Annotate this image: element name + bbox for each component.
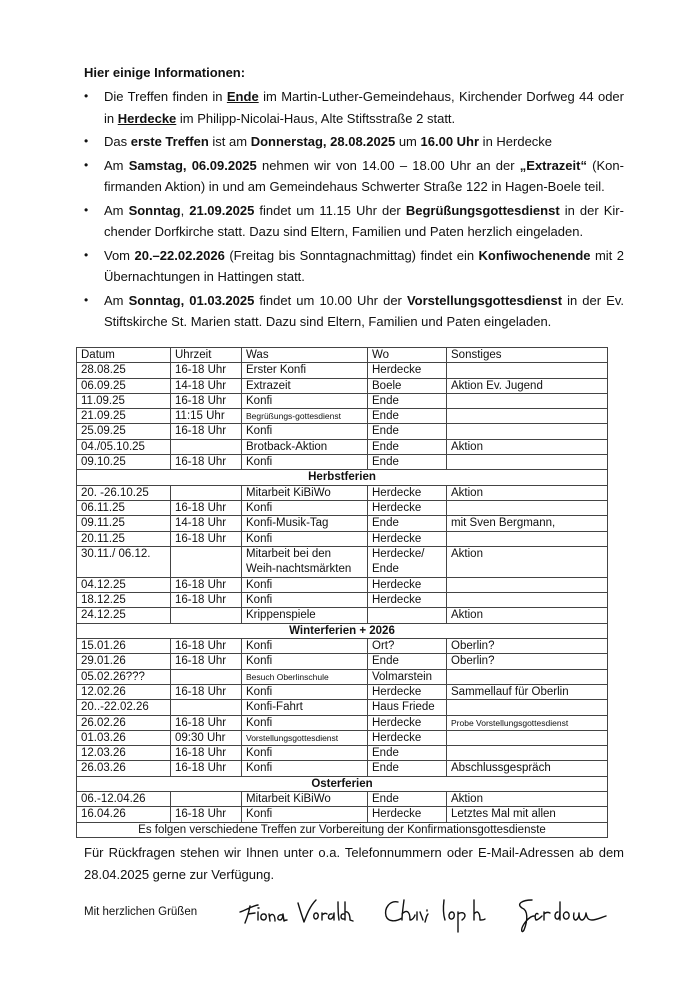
cell-sonstiges bbox=[447, 746, 608, 761]
cell-uhrzeit bbox=[171, 439, 242, 454]
cell-uhrzeit: 16-18 Uhr bbox=[171, 746, 242, 761]
cell-was: Konfi-Musik-Tag bbox=[242, 516, 368, 531]
table-row bbox=[77, 455, 608, 470]
cell-sonstiges: Aktion bbox=[447, 439, 608, 454]
table-row bbox=[77, 424, 608, 439]
table-header-row bbox=[77, 348, 608, 363]
cell-wo bbox=[368, 608, 447, 623]
cell-sonstiges: Abschlussgespräch bbox=[447, 761, 608, 776]
section-row bbox=[77, 470, 608, 485]
cell-sonstiges: Probe Vorstellungsgottesdienst bbox=[447, 715, 608, 730]
bold-emphasis: Vorstellungsgottesdienst bbox=[406, 292, 563, 308]
cell-datum: 20..-22.02.26 bbox=[77, 700, 171, 715]
section-row bbox=[77, 776, 608, 791]
cell-was: Mitarbeit KiBiWo bbox=[242, 485, 368, 500]
table-row bbox=[77, 669, 608, 684]
cell-wo: Ende bbox=[368, 761, 447, 776]
cell-datum: 06.-12.04.26 bbox=[77, 792, 171, 807]
table-row bbox=[77, 363, 608, 378]
cell-uhrzeit: 09:30 Uhr bbox=[171, 730, 242, 745]
text-run: mit 2 Übernachtungen in Hattingen statt. bbox=[104, 247, 624, 284]
signature-fiona-vorath bbox=[236, 890, 356, 935]
cell-sonstiges bbox=[447, 393, 608, 408]
bullet-icon: • bbox=[84, 157, 89, 172]
table-row bbox=[77, 639, 608, 654]
cell-sonstiges: Oberlin? bbox=[447, 639, 608, 654]
cell-datum: 29.01.26 bbox=[77, 654, 171, 669]
info-heading: Hier einige Informationen: bbox=[84, 65, 246, 80]
text-run: im Martin-Luther-Gemeindehaus, Kirchender Dorfweg 44 oder in bbox=[104, 89, 624, 126]
cell-wo: Herdecke/ Ende bbox=[368, 546, 447, 577]
bullet-text bbox=[104, 293, 624, 330]
cell-was: Konfi bbox=[242, 393, 368, 408]
bold-emphasis: Samstag, 06.09.2025 bbox=[128, 157, 257, 173]
info-bullet-item bbox=[84, 290, 624, 333]
cell-uhrzeit: 16-18 Uhr bbox=[171, 654, 242, 669]
cell-wo: Herdecke bbox=[368, 807, 447, 822]
table-row bbox=[77, 409, 608, 424]
table-row bbox=[77, 516, 608, 531]
cell-wo: Volmarstein bbox=[368, 669, 447, 684]
table-row bbox=[77, 439, 608, 454]
cell-datum: 26.03.26 bbox=[77, 761, 171, 776]
table-row bbox=[77, 807, 608, 822]
table-row bbox=[77, 608, 608, 623]
text-run: ist am bbox=[208, 134, 251, 149]
table-row bbox=[77, 715, 608, 730]
table-row bbox=[77, 684, 608, 699]
cell-datum: 09.11.25 bbox=[77, 516, 171, 531]
bold-emphasis: 16.00 Uhr bbox=[420, 134, 480, 149]
signature-christoph-gerdom bbox=[382, 890, 622, 943]
info-bullet-item bbox=[84, 155, 624, 198]
text-run: findet um 10.00 Uhr der bbox=[254, 292, 407, 308]
cell-was: Vorstellungsgottesdienst bbox=[242, 730, 368, 745]
location-emphasis: Ende bbox=[226, 89, 259, 104]
cell-datum: 06.11.25 bbox=[77, 500, 171, 515]
cell-was: Mitarbeit KiBiWo bbox=[242, 792, 368, 807]
cell-datum: 12.03.26 bbox=[77, 746, 171, 761]
location-emphasis: Herdecke bbox=[117, 110, 177, 126]
text-run: Am bbox=[104, 202, 129, 218]
cell-datum: 11.09.25 bbox=[77, 393, 171, 408]
bullet-icon: • bbox=[84, 89, 89, 103]
table-row bbox=[77, 378, 608, 393]
text-run: um bbox=[395, 134, 421, 149]
text-run: findet um 11.15 Uhr der bbox=[254, 202, 406, 218]
cell-was: Konfi bbox=[242, 807, 368, 822]
cell-wo: Ende bbox=[368, 516, 447, 531]
table-row bbox=[77, 593, 608, 608]
text-run: Vom bbox=[104, 247, 135, 263]
info-bullet-item bbox=[84, 86, 624, 129]
bold-emphasis: Konfiwochenende bbox=[478, 247, 591, 263]
table-footer-row bbox=[77, 822, 608, 837]
cell-sonstiges bbox=[447, 669, 608, 684]
cell-datum: 30.11./ 06.12. bbox=[77, 546, 171, 577]
bullet-text bbox=[104, 158, 624, 195]
table-row bbox=[77, 500, 608, 515]
cell-was: Erster Konfi bbox=[242, 363, 368, 378]
text-run: in Herdecke bbox=[479, 134, 553, 149]
cell-was: Konfi bbox=[242, 531, 368, 546]
cell-sonstiges: mit Sven Bergmann, bbox=[447, 516, 608, 531]
cell-datum: 21.09.25 bbox=[77, 409, 171, 424]
cell-datum: 04.12.25 bbox=[77, 577, 171, 592]
section-title: Osterferien bbox=[77, 776, 608, 791]
cell-uhrzeit: 16-18 Uhr bbox=[171, 684, 242, 699]
cell-datum: 16.04.26 bbox=[77, 807, 171, 822]
cell-sonstiges: Sammellauf für Oberlin bbox=[447, 684, 608, 699]
bold-emphasis: 20.–22.02.2026 bbox=[134, 247, 225, 263]
header-datum: Datum bbox=[77, 348, 171, 363]
cell-uhrzeit: 14-18 Uhr bbox=[171, 378, 242, 393]
cell-uhrzeit: 16-18 Uhr bbox=[171, 363, 242, 378]
cell-sonstiges: Oberlin? bbox=[447, 654, 608, 669]
cell-sonstiges bbox=[447, 424, 608, 439]
section-title: Herbstferien bbox=[77, 470, 608, 485]
cell-was: Konfi bbox=[242, 424, 368, 439]
cell-wo: Herdecke bbox=[368, 715, 447, 730]
cell-sonstiges bbox=[447, 363, 608, 378]
info-bullet-item bbox=[84, 200, 624, 243]
cell-wo: Ende bbox=[368, 439, 447, 454]
cell-datum: 20. -26.10.25 bbox=[77, 485, 171, 500]
cell-datum: 25.09.25 bbox=[77, 424, 171, 439]
cell-uhrzeit: 16-18 Uhr bbox=[171, 593, 242, 608]
bullet-text bbox=[104, 134, 552, 149]
bullet-icon: • bbox=[84, 134, 89, 148]
cell-datum: 05.02.26??? bbox=[77, 669, 171, 684]
bullet-icon: • bbox=[84, 292, 89, 307]
cell-sonstiges: Aktion bbox=[447, 546, 608, 577]
cell-wo: Herdecke bbox=[368, 577, 447, 592]
cell-uhrzeit bbox=[171, 700, 242, 715]
cell-datum: 04./05.10.25 bbox=[77, 439, 171, 454]
table-footer-note: Es folgen verschiedene Treffen zur Vorbereitung der Konfirmationsgottesdienste bbox=[77, 822, 608, 837]
cell-wo: Herdecke bbox=[368, 684, 447, 699]
signature-2-graphic bbox=[382, 890, 622, 938]
cell-uhrzeit: 16-18 Uhr bbox=[171, 455, 242, 470]
cell-wo: Haus Friede bbox=[368, 700, 447, 715]
table-row bbox=[77, 761, 608, 776]
cell-uhrzeit: 16-18 Uhr bbox=[171, 807, 242, 822]
bold-emphasis: Donnerstag, 28.08.2025 bbox=[250, 134, 396, 149]
cell-was: Konfi bbox=[242, 715, 368, 730]
cell-was: Konfi bbox=[242, 593, 368, 608]
cell-wo: Ende bbox=[368, 409, 447, 424]
bullet-text bbox=[104, 203, 624, 240]
cell-wo: Herdecke bbox=[368, 363, 447, 378]
header-was: Was bbox=[242, 348, 368, 363]
cell-datum: 24.12.25 bbox=[77, 608, 171, 623]
cell-wo: Ende bbox=[368, 746, 447, 761]
cell-datum: 06.09.25 bbox=[77, 378, 171, 393]
cell-datum: 12.02.26 bbox=[77, 684, 171, 699]
cell-sonstiges: Aktion bbox=[447, 608, 608, 623]
cell-was: Konfi bbox=[242, 577, 368, 592]
cell-uhrzeit: 16-18 Uhr bbox=[171, 715, 242, 730]
bold-emphasis: Sonntag, 01.03.2025 bbox=[128, 292, 255, 308]
cell-sonstiges bbox=[447, 577, 608, 592]
text-run: nehmen wir von 14.00 – 18.00 Uhr an der bbox=[256, 157, 520, 173]
table-row bbox=[77, 546, 608, 577]
cell-sonstiges: Letztes Mal mit allen bbox=[447, 807, 608, 822]
table-row bbox=[77, 393, 608, 408]
cell-uhrzeit: 16-18 Uhr bbox=[171, 639, 242, 654]
cell-was: Konfi bbox=[242, 746, 368, 761]
cell-was: Brotback-Aktion bbox=[242, 439, 368, 454]
bold-emphasis: Begrüßungsgottesdienst bbox=[405, 202, 560, 218]
cell-wo: Ende bbox=[368, 654, 447, 669]
greeting: Mit herzlichen Grüßen bbox=[84, 906, 198, 918]
cell-was: Besuch Oberlinschule bbox=[242, 669, 368, 684]
cell-was: Konfi bbox=[242, 761, 368, 776]
signature-1-graphic bbox=[236, 890, 356, 930]
text-run: in der Kirchender Dorfkirche statt. Dazu sind Eltern, Familien und Paten herzlich eingeladen. bbox=[104, 202, 624, 239]
cell-uhrzeit bbox=[171, 608, 242, 623]
cell-wo: Ort? bbox=[368, 639, 447, 654]
cell-wo: Ende bbox=[368, 393, 447, 408]
text-run: Am bbox=[104, 292, 129, 308]
cell-uhrzeit: 11:15 Uhr bbox=[171, 409, 242, 424]
closing-paragraph: Für Rückfragen stehen wir Ihnen unter o.a. Telefonnummern oder E-Mail-Adressen ab dem 28.04.2025 gerne zur Verfügung. bbox=[84, 845, 624, 882]
bold-emphasis: „Extrazeit“ bbox=[519, 157, 587, 173]
cell-datum: 26.02.26 bbox=[77, 715, 171, 730]
cell-was: Konfi-Fahrt bbox=[242, 700, 368, 715]
schedule-table bbox=[76, 347, 608, 838]
text-run: im Philipp-Nicolai-Haus, Alte Stiftsstraße 2 statt. bbox=[176, 110, 456, 126]
cell-sonstiges bbox=[447, 531, 608, 546]
cell-wo: Ende bbox=[368, 455, 447, 470]
cell-was: Konfi bbox=[242, 684, 368, 699]
cell-uhrzeit: 16-18 Uhr bbox=[171, 393, 242, 408]
cell-was: Konfi bbox=[242, 654, 368, 669]
cell-uhrzeit bbox=[171, 546, 242, 577]
cell-datum: 28.08.25 bbox=[77, 363, 171, 378]
table-row bbox=[77, 792, 608, 807]
cell-sonstiges bbox=[447, 593, 608, 608]
cell-wo: Boele bbox=[368, 378, 447, 393]
cell-sonstiges: Aktion bbox=[447, 792, 608, 807]
cell-datum: 20.11.25 bbox=[77, 531, 171, 546]
cell-uhrzeit: 16-18 Uhr bbox=[171, 531, 242, 546]
table-row bbox=[77, 746, 608, 761]
bullet-icon: • bbox=[84, 247, 89, 262]
cell-uhrzeit bbox=[171, 792, 242, 807]
cell-wo: Herdecke bbox=[368, 500, 447, 515]
text-run: Die Treffen finden in bbox=[104, 89, 227, 104]
cell-wo: Herdecke bbox=[368, 593, 447, 608]
cell-was: Konfi bbox=[242, 455, 368, 470]
cell-datum: 01.03.26 bbox=[77, 730, 171, 745]
cell-datum: 09.10.25 bbox=[77, 455, 171, 470]
text-run: (Konfirmanden Aktion) in und am Gemeindehaus Schwerter Straße 122 in Hagen-Boele teil. bbox=[104, 157, 624, 194]
text-run: Das bbox=[104, 134, 131, 149]
cell-was: Extrazeit bbox=[242, 378, 368, 393]
table-row bbox=[77, 485, 608, 500]
cell-wo: Herdecke bbox=[368, 531, 447, 546]
cell-sonstiges bbox=[447, 730, 608, 745]
bold-emphasis: Sonntag bbox=[128, 202, 181, 218]
cell-sonstiges: Aktion bbox=[447, 485, 608, 500]
header-sonstiges: Sonstiges bbox=[447, 348, 608, 363]
cell-uhrzeit: 16-18 Uhr bbox=[171, 761, 242, 776]
text-run: in der Ev. Stiftskirche St. Marien statt. Dazu sind Eltern, Familien und Paten eingeladen. bbox=[104, 292, 624, 329]
cell-datum: 18.12.25 bbox=[77, 593, 171, 608]
cell-wo: Ende bbox=[368, 424, 447, 439]
text-run: , bbox=[180, 202, 190, 218]
cell-uhrzeit: 16-18 Uhr bbox=[171, 424, 242, 439]
table-row bbox=[77, 654, 608, 669]
text-run: (Freitag bis Sonntagnachmittag) findet ein bbox=[224, 247, 479, 263]
cell-uhrzeit: 16-18 Uhr bbox=[171, 500, 242, 515]
cell-sonstiges bbox=[447, 500, 608, 515]
cell-uhrzeit bbox=[171, 485, 242, 500]
cell-datum: 15.01.26 bbox=[77, 639, 171, 654]
table-row bbox=[77, 700, 608, 715]
bullet-icon: • bbox=[84, 202, 89, 217]
cell-was: Konfi bbox=[242, 500, 368, 515]
table-row bbox=[77, 531, 608, 546]
cell-wo: Ende bbox=[368, 792, 447, 807]
cell-sonstiges bbox=[447, 409, 608, 424]
cell-wo: Herdecke bbox=[368, 485, 447, 500]
cell-uhrzeit: 16-18 Uhr bbox=[171, 577, 242, 592]
text-run: Am bbox=[104, 157, 129, 173]
info-bullet-item bbox=[84, 245, 624, 288]
cell-sonstiges bbox=[447, 700, 608, 715]
bullet-text bbox=[104, 89, 624, 126]
table-row bbox=[77, 577, 608, 592]
cell-uhrzeit: 14-18 Uhr bbox=[171, 516, 242, 531]
cell-wo: Herdecke bbox=[368, 730, 447, 745]
bullet-text bbox=[104, 248, 624, 285]
info-bullet-item bbox=[84, 131, 624, 153]
info-bullet-list bbox=[84, 86, 624, 335]
section-title: Winterferien + 2026 bbox=[77, 623, 608, 638]
cell-uhrzeit bbox=[171, 669, 242, 684]
bold-emphasis: erste Treffen bbox=[130, 134, 209, 149]
section-row bbox=[77, 623, 608, 638]
bold-emphasis: 21.09.2025 bbox=[189, 202, 255, 218]
cell-sonstiges bbox=[447, 455, 608, 470]
cell-sonstiges: Aktion Ev. Jugend bbox=[447, 378, 608, 393]
cell-was: Mitarbeit bei den Weih-nachtsmärkten bbox=[242, 546, 368, 577]
header-uhrzeit: Uhrzeit bbox=[171, 348, 242, 363]
cell-was: Konfi bbox=[242, 639, 368, 654]
cell-was: Krippenspiele bbox=[242, 608, 368, 623]
table-row bbox=[77, 730, 608, 745]
cell-was: Begrüßungs-gottesdienst bbox=[242, 409, 368, 424]
header-wo: Wo bbox=[368, 348, 447, 363]
